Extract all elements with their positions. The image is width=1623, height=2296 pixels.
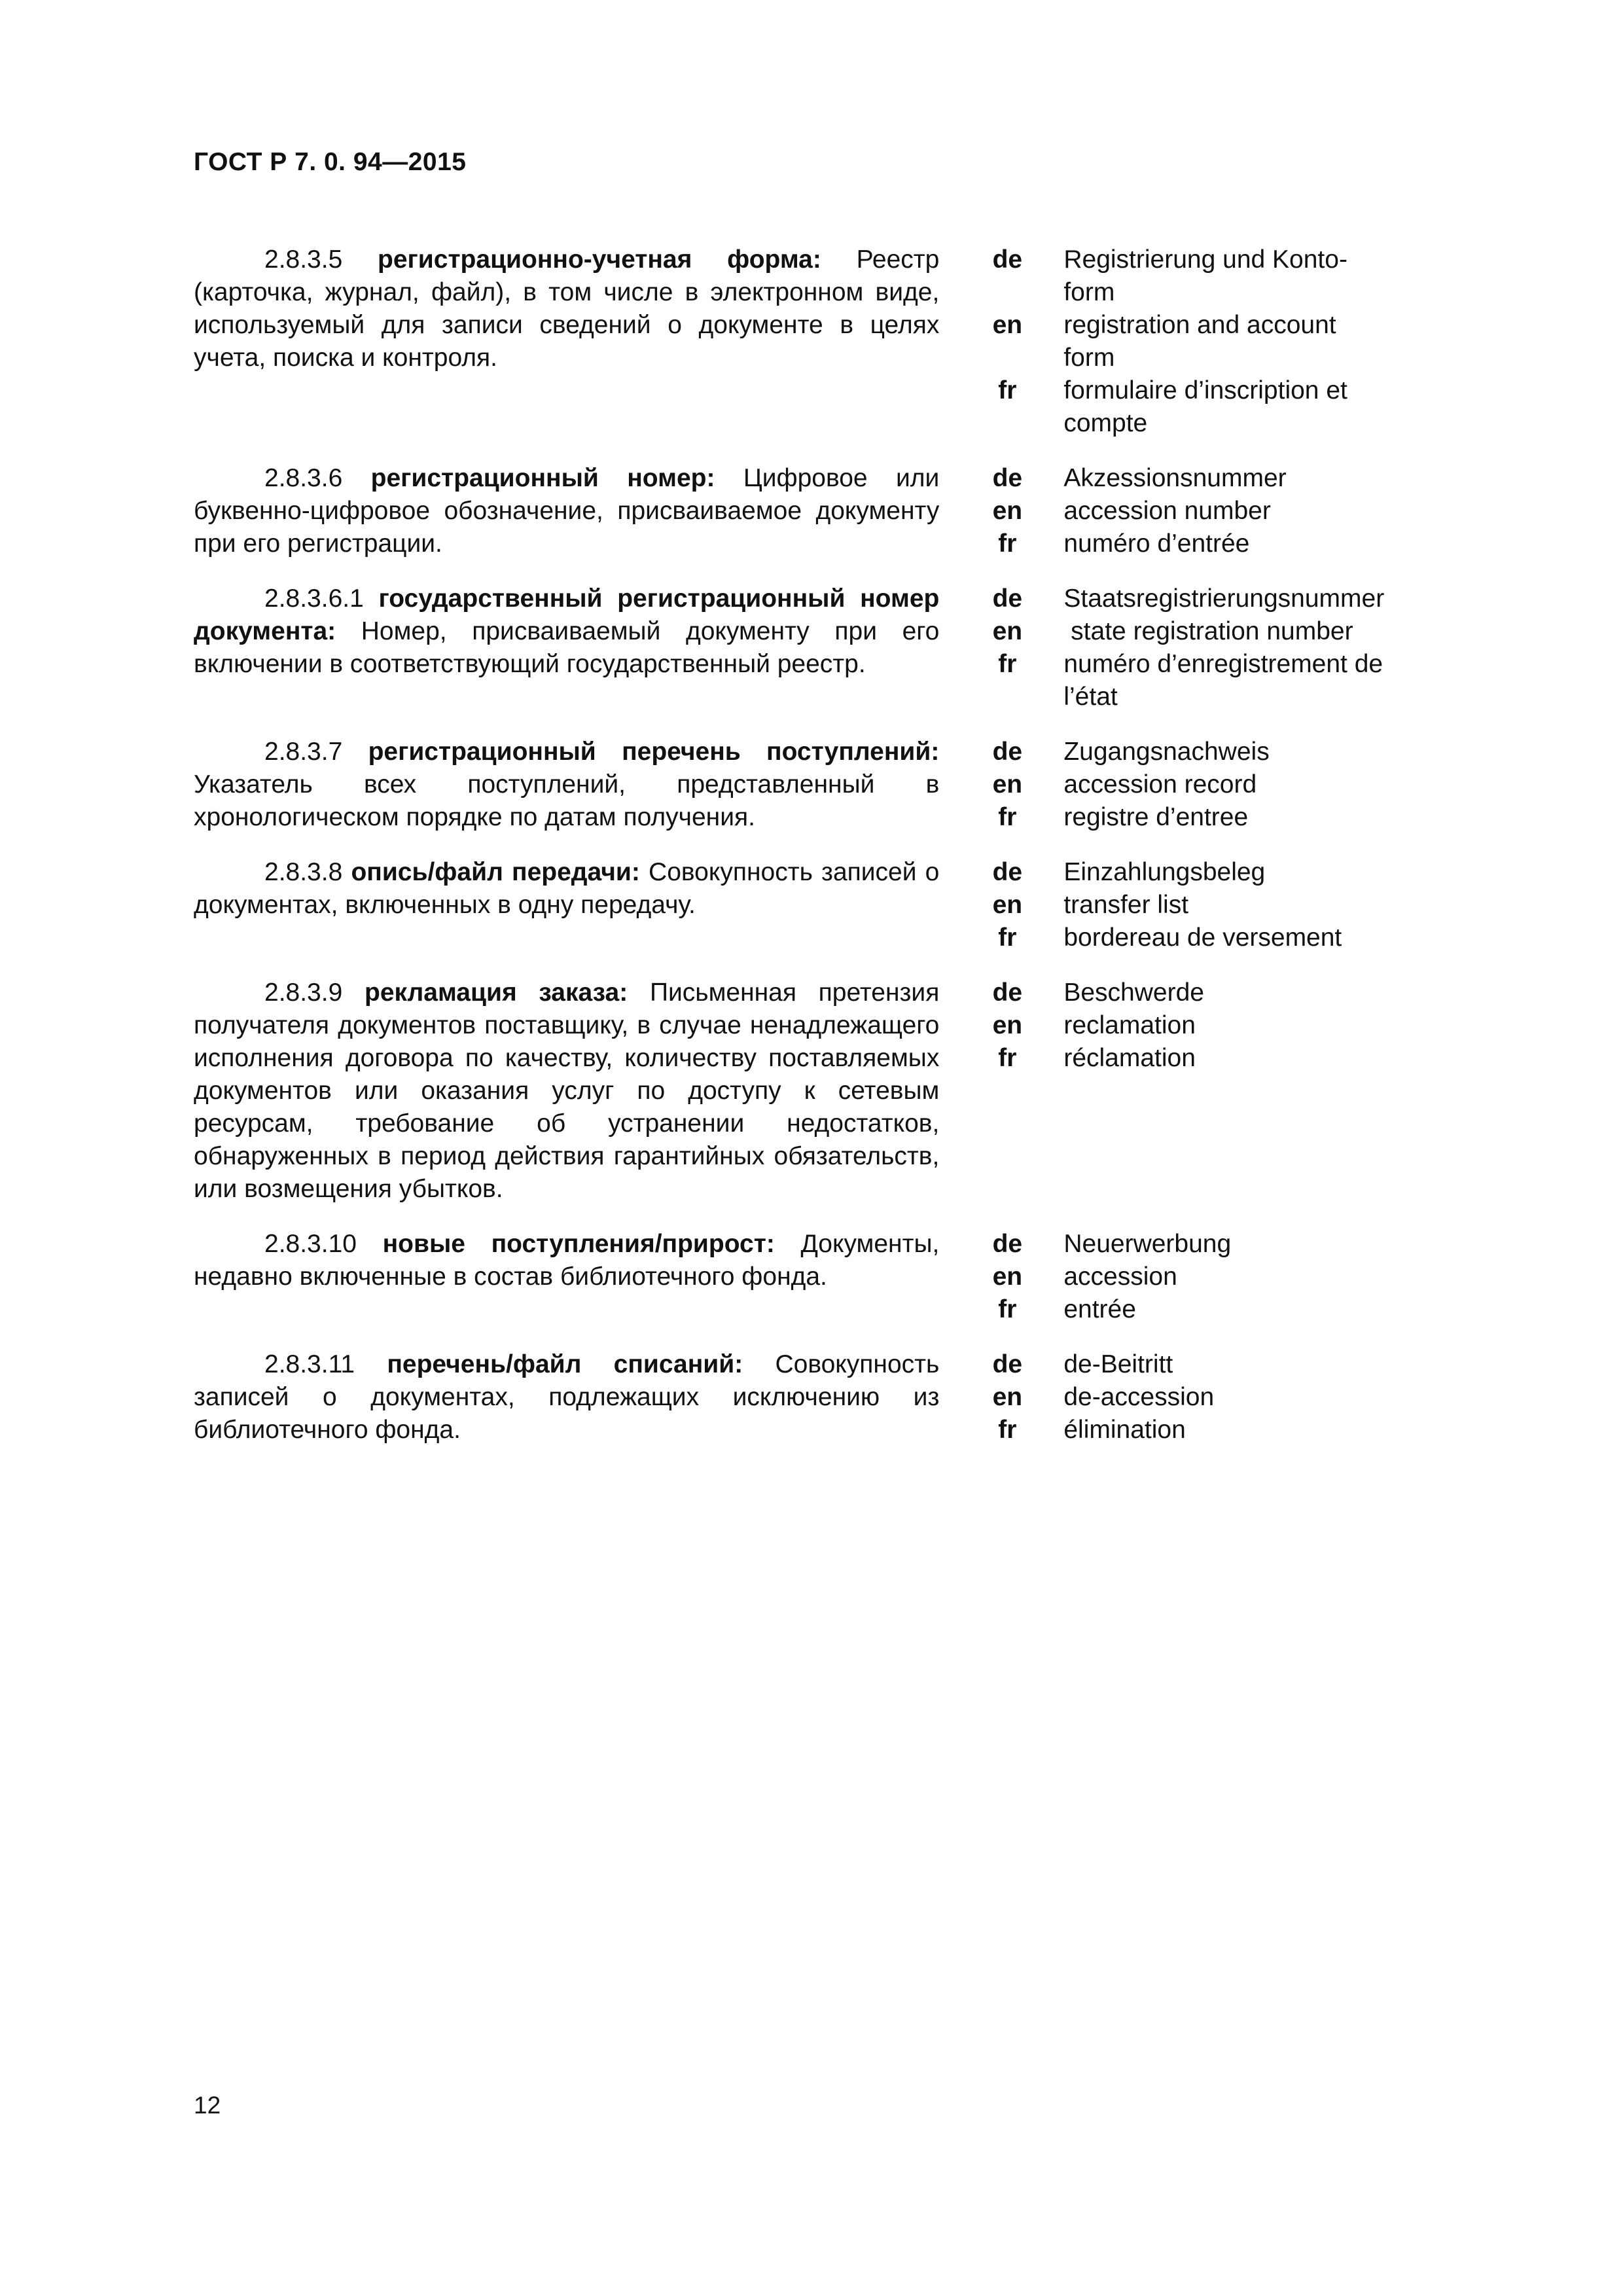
language-code: en <box>992 1011 1023 1039</box>
term-entries <box>194 243 1535 1469</box>
translated-term <box>1063 1261 1456 1293</box>
translation-fr <box>974 922 1535 954</box>
term-number: 2.8.3.6.1 <box>264 584 364 613</box>
translated-term <box>1063 528 1456 560</box>
translated-term-line: accession <box>1063 1263 1177 1291</box>
translated-term <box>1063 1042 1456 1075</box>
translated-term <box>1063 583 1456 615</box>
translated-term-line: accession record <box>1063 770 1257 798</box>
translation-en <box>974 889 1535 922</box>
translated-term-line: Akzessionsnummer <box>1063 464 1287 492</box>
translated-term-line: réclamation <box>1063 1044 1196 1072</box>
language-code: de <box>992 978 1023 1007</box>
translated-term <box>1063 801 1456 834</box>
translated-term <box>1063 374 1456 440</box>
translated-term <box>1063 495 1456 528</box>
translated-term-line: bordereau de versement <box>1063 924 1342 952</box>
term-translations <box>974 856 1535 954</box>
translation-de <box>974 736 1535 768</box>
term-entry <box>194 1228 1535 1326</box>
translation-en <box>974 309 1535 374</box>
term-translations <box>974 1348 1535 1446</box>
translated-term-line: Zugangsnachweis <box>1063 738 1270 766</box>
translation-de <box>974 583 1535 615</box>
term-translations <box>974 243 1535 440</box>
translated-term <box>1063 736 1456 768</box>
term-title: государственный регистрационный номер документа: <box>194 584 940 645</box>
translated-term-line: entrée <box>1063 1295 1136 1323</box>
term-definition-text: Документы, недавно включенные в состав библиотечного фонда. <box>194 1230 940 1291</box>
language-code: en <box>992 1263 1023 1291</box>
translated-term-line: form <box>1063 278 1115 306</box>
term-definition <box>194 1228 939 1326</box>
translated-term-line: Neuerwerbung <box>1063 1230 1232 1258</box>
term-definition <box>194 977 939 1206</box>
term-entry <box>194 977 1535 1206</box>
term-entry <box>194 736 1535 834</box>
language-code: fr <box>998 650 1017 678</box>
language-code: en <box>992 311 1023 339</box>
language-code: de <box>992 738 1023 766</box>
translated-term-line: formulaire d’inscription et <box>1063 376 1347 404</box>
term-definition-text: Реестр (карточка, журнал, файл), в том числе в электронном виде, используемый для записи сведений о документе в целях учета, поиска и контроля. <box>194 245 940 372</box>
language-code: fr <box>998 376 1017 404</box>
translation-en <box>974 768 1535 801</box>
language-code: de <box>992 1350 1023 1378</box>
term-definition <box>194 583 939 713</box>
translated-term <box>1063 977 1456 1009</box>
term-title: новые поступления/прирост: <box>382 1230 775 1258</box>
term-translations <box>974 1228 1535 1326</box>
translation-de <box>974 1348 1535 1381</box>
term-entry <box>194 243 1535 440</box>
translation-en <box>974 1009 1535 1042</box>
translated-term-line: de-Beitritt <box>1063 1350 1173 1378</box>
translated-term-line: accession number <box>1063 497 1271 525</box>
document-header: ГОСТ Р 7. 0. 94—2015 <box>194 148 467 176</box>
language-code: fr <box>998 529 1017 558</box>
translated-term <box>1063 1293 1456 1326</box>
translation-fr <box>974 374 1535 440</box>
translation-de <box>974 1228 1535 1261</box>
term-title: регистрационный перечень поступлений: <box>368 738 940 766</box>
translation-fr <box>974 1293 1535 1326</box>
term-entry <box>194 462 1535 560</box>
translated-term <box>1063 889 1456 922</box>
translation-en <box>974 1261 1535 1293</box>
translated-term <box>1063 922 1456 954</box>
language-code: fr <box>998 1295 1017 1323</box>
term-title: рекламация заказа: <box>365 978 628 1007</box>
term-number: 2.8.3.7 <box>264 738 343 766</box>
language-code: de <box>992 464 1023 492</box>
translated-term-line: reclamation <box>1063 1011 1196 1039</box>
translation-en <box>974 1381 1535 1414</box>
translated-term <box>1063 768 1456 801</box>
translated-term-line: Staatsregistrierungsnummer <box>1063 584 1385 613</box>
term-number: 2.8.3.10 <box>264 1230 357 1258</box>
translated-term-line: compte <box>1063 409 1148 437</box>
translation-fr <box>974 528 1535 560</box>
term-definition <box>194 243 939 440</box>
translated-term-line: Beschwerde <box>1063 978 1204 1007</box>
term-entry <box>194 583 1535 713</box>
term-entry <box>194 1348 1535 1446</box>
language-code: fr <box>998 1044 1017 1072</box>
language-code: fr <box>998 924 1017 952</box>
translation-fr <box>974 801 1535 834</box>
language-code: de <box>992 584 1023 613</box>
translation-fr <box>974 648 1535 713</box>
translated-term <box>1063 648 1456 713</box>
term-translations <box>974 977 1535 1206</box>
language-code: en <box>992 617 1023 645</box>
term-number: 2.8.3.5 <box>264 245 343 274</box>
translation-en <box>974 495 1535 528</box>
term-number: 2.8.3.8 <box>264 858 343 886</box>
translated-term <box>1063 1414 1456 1446</box>
translation-en <box>974 615 1535 648</box>
translated-term-line: registration and account <box>1063 311 1336 339</box>
translation-de <box>974 243 1535 309</box>
term-title: регистрационно-учетная форма: <box>378 245 821 274</box>
term-definition-text: Совокупность записей о документах, включенных в одну передачу. <box>194 858 940 919</box>
language-code: de <box>992 858 1023 886</box>
translated-term-line: de-accession <box>1063 1383 1215 1411</box>
translated-term-line: Einzahlungsbeleg <box>1063 858 1266 886</box>
translated-term-line: Registrierung und Konto- <box>1063 245 1347 274</box>
language-code: de <box>992 245 1023 274</box>
term-entry <box>194 856 1535 954</box>
translated-term <box>1063 462 1456 495</box>
translation-de <box>974 977 1535 1009</box>
term-translations <box>974 736 1535 834</box>
translated-term <box>1063 1381 1456 1414</box>
translated-term-line: registre d’entree <box>1063 803 1249 831</box>
translated-term <box>1063 615 1456 648</box>
translated-term-line: state registration number <box>1063 617 1353 645</box>
term-definition-text: Указатель всех поступлений, представленный в хронологическом порядке по датам получения. <box>194 770 940 831</box>
translated-term-line: transfer list <box>1063 891 1189 919</box>
translated-term <box>1063 243 1456 309</box>
term-translations <box>974 462 1535 560</box>
translated-term-line: form <box>1063 344 1115 372</box>
translated-term <box>1063 1009 1456 1042</box>
language-code: en <box>992 497 1023 525</box>
term-number: 2.8.3.6 <box>264 464 343 492</box>
term-number: 2.8.3.11 <box>264 1350 355 1378</box>
translated-term <box>1063 1228 1456 1261</box>
translated-term <box>1063 1348 1456 1381</box>
term-definition-text: Совокупность записей о документах, подлежащих исключению из библиотечного фонда. <box>194 1350 940 1444</box>
language-code: de <box>992 1230 1023 1258</box>
page-number: 12 <box>194 2092 221 2119</box>
term-definition <box>194 462 939 560</box>
translated-term-line: l’état <box>1063 683 1118 711</box>
term-definition <box>194 736 939 834</box>
translation-fr <box>974 1042 1535 1075</box>
term-definition <box>194 1348 939 1446</box>
term-definition <box>194 856 939 954</box>
language-code: en <box>992 770 1023 798</box>
translation-de <box>974 462 1535 495</box>
translated-term-line: numéro d’entrée <box>1063 529 1250 558</box>
term-title: опись/файл передачи: <box>351 858 640 886</box>
term-definition-text: Номер, присваиваемый документу при его включении в соответствующий государственный реестр. <box>194 617 940 678</box>
translated-term <box>1063 856 1456 889</box>
language-code: en <box>992 891 1023 919</box>
term-title: перечень/файл списаний: <box>387 1350 743 1378</box>
translated-term-line: élimination <box>1063 1416 1186 1444</box>
translation-fr <box>974 1414 1535 1446</box>
term-title: регистрационный номер: <box>370 464 715 492</box>
term-number: 2.8.3.9 <box>264 978 343 1007</box>
term-translations <box>974 583 1535 713</box>
term-definition-text: Цифровое или буквенно-цифровое обозначение, присваиваемое документу при его регистрации. <box>194 464 940 558</box>
language-code: fr <box>998 803 1017 831</box>
term-definition-text: Письменная претензия получателя документов поставщику, в случае ненадлежащего исполнения договора по качеству, количеству поставляемых документов или оказания услуг по доступу к сетевым ресурсам, требование об устранении недостатков, обнаруженных в период действия гарантийных обязательств, или возмещения убытков. <box>194 978 940 1203</box>
translation-de <box>974 856 1535 889</box>
translated-term <box>1063 309 1456 374</box>
language-code: fr <box>998 1416 1017 1444</box>
translated-term-line: numéro d’enregistrement de <box>1063 650 1383 678</box>
language-code: en <box>992 1383 1023 1411</box>
